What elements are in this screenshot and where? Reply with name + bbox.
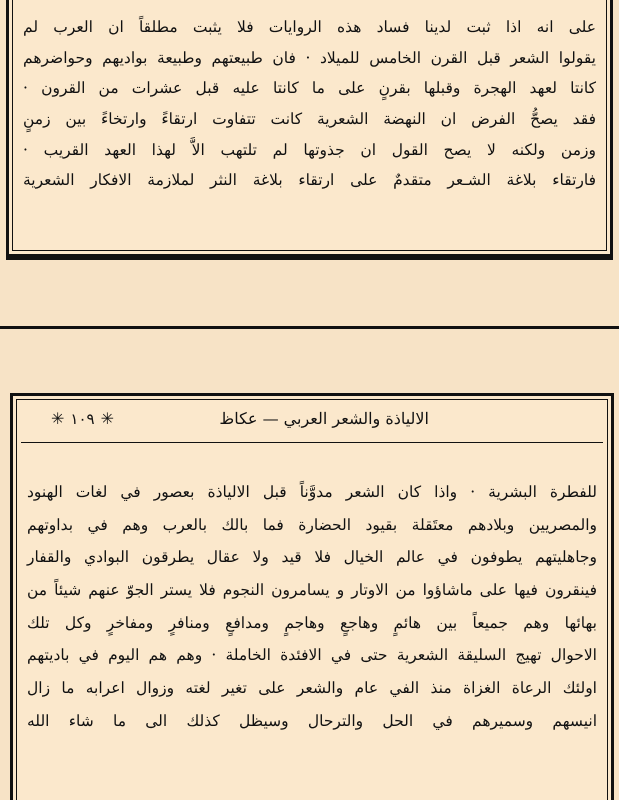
text-line: اولئك الرعاة الغزاة منذ الفي عام والشعر على تغير لغته وزوال اعرابه ما زال (27, 679, 597, 698)
text-line: بهائها وهم جميعاً بين هائمٍ وهاجعٍ وهاجمٍ ومدافعٍ ومنافرٍ ومفاخرٍ وكل تلك (27, 613, 597, 632)
text-line: فينقرون فيها على ماشاؤوا من الاوتار و يسامرون النجوم فلا يستر الجوّ عنهم شيئاً من (27, 581, 597, 600)
page-number: ١٠٩ (70, 410, 95, 428)
text-line: انيسهم وسميرهم في الحل والترحال وسيظل كذلك الى ما شاء الله (27, 711, 597, 730)
top-page-paragraph (23, 17, 596, 201)
ornament-star-icon: ✳ (51, 409, 65, 428)
text-line: فقد يصحُّ الفرض ان النهضة الشعرية كانت تتفاوت ارتقاءً وارتخاءً بين زمنٍ (23, 110, 596, 129)
page-separator (0, 326, 619, 329)
text-line: يقولوا الشعر قبل القرن الخامس للميلاد · فان طبيعتهم وطبيعة بواديهم وحواضرهم (23, 48, 596, 67)
text-line: كانتا لعهد الهجرة وقبلها بقرنٍ على ما كانتا عليه قبل عشرات من القرون · (23, 79, 596, 98)
text-line: الاحوال تهيج السليقة الشعرية حتى في الافئدة الخاملة · وهم هم اليوم في باديتهم (27, 646, 597, 665)
text-line: وجاهليتهم يطوفون في عالم الخيال فلا قيد ولا عقال يطرقون البوادي والقفار (27, 548, 597, 567)
bottom-page (10, 393, 614, 800)
ornament-star-icon: ✳ (100, 409, 114, 428)
text-line: والمصريين وبلادهم معتَقلة بقيود الحضارة فما بالك بالعرب وهم في بداوتهم (27, 515, 597, 534)
text-line: للفطرة البشرية · واذا كان الشعر مدوَّناً قبل الالياذة بعصور في لغات الهنود (27, 483, 597, 501)
text-line: فارتقاء بلاغة الشـعر متقدمٌ على ارتقاء بلاغة النثر لملازمة الافكار الشعرية (23, 171, 596, 190)
running-header (21, 400, 603, 443)
text-line: على انه اذا ثبت لدينا فساد هذه الروايات فلا يثبت مطلقاً ان العرب لم (23, 18, 596, 36)
text-line: وزمن ولكنه لا يصح القول ان جذوتها لم تلتهب الاَّ لهذا العهد القريب · (23, 140, 596, 159)
bottom-page-paragraph (27, 482, 597, 744)
running-header-title: الالياذة والشعر العربي — عكاظ (219, 409, 429, 428)
page-number-group (51, 410, 114, 428)
top-page (6, 0, 613, 260)
